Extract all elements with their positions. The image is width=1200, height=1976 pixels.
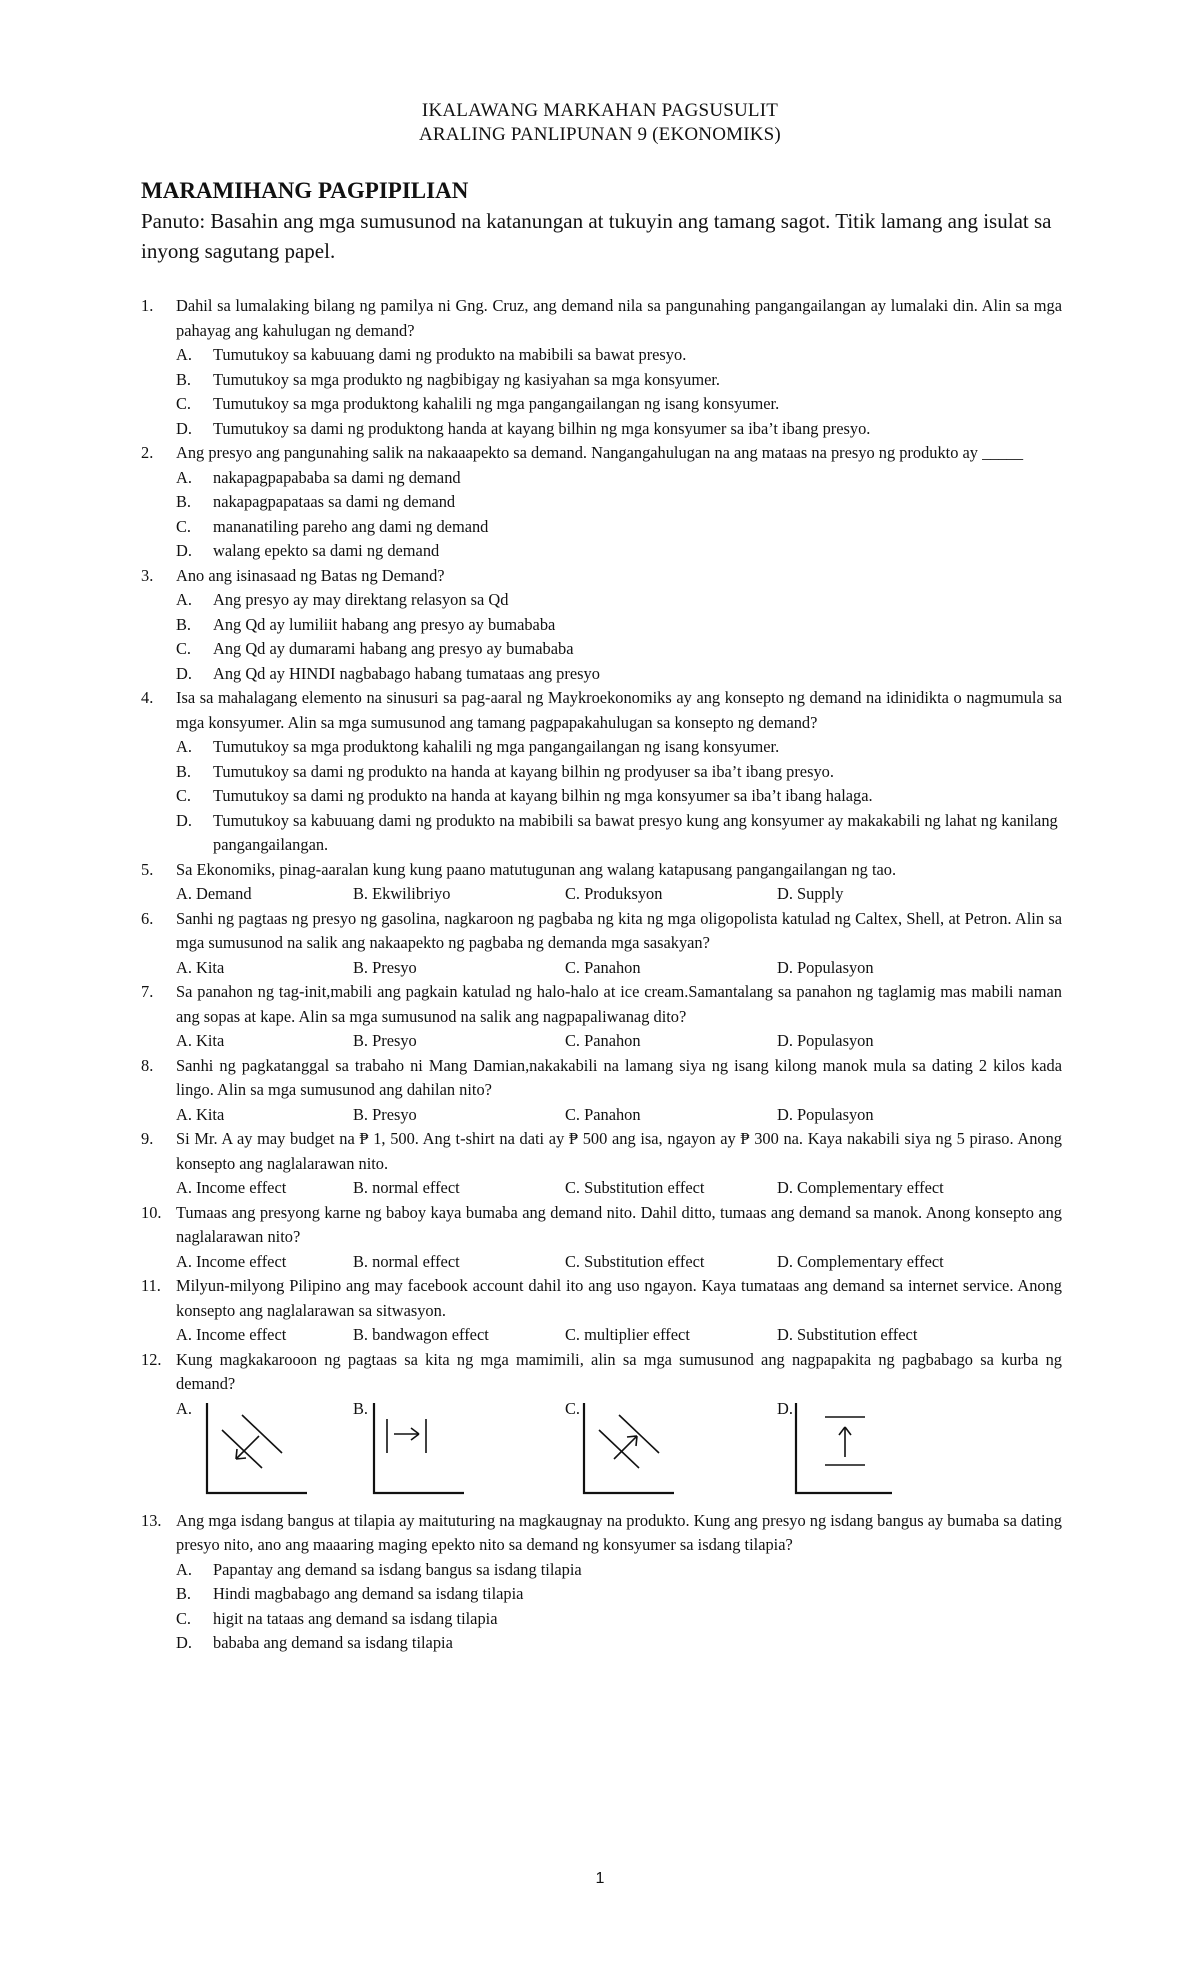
question-13: [141, 1509, 1062, 1656]
question-text: Kung magkakarooon ng pagtaas sa kita ng mga mamimili, alin sa mga sumusunod ang nagpapakita ng pagbabago sa kurba ng demand?: [176, 1349, 1062, 1393]
option-row: [176, 1029, 1062, 1054]
demand-curve-diagrams: [176, 1397, 1062, 1509]
question-number: 10.: [141, 1202, 162, 1222]
question-number: 3.: [141, 565, 154, 585]
question-number: 12.: [141, 1349, 162, 1369]
option-a: A. Income effect: [176, 1325, 287, 1344]
option-d: D. Supply: [777, 884, 844, 903]
question-text: Sa Ekonomiks, pinag-aaralan kung kung paano matutugunan ang walang katapusang pangangailangan ng tao.: [176, 859, 897, 879]
question-number: 13.: [141, 1510, 162, 1530]
question-1: [141, 294, 1062, 441]
option-d: D. Complementary effect: [777, 1251, 944, 1271]
option-c: C. Substitution effect: [565, 1178, 705, 1197]
option-text: Ang Qd ay dumarami habang ang presyo ay bumababa: [213, 639, 574, 658]
option-a: A. Kita: [176, 1031, 225, 1050]
option-c: [176, 1607, 1062, 1632]
option-text: Ang Qd ay HINDI nagbabago habang tumataas ang presyo: [213, 663, 600, 683]
option-b: [176, 613, 1062, 638]
option-letter: A.: [176, 345, 192, 364]
question-2: [141, 441, 1062, 564]
option-letter: C.: [565, 1398, 581, 1418]
option-text: Tumutukoy sa mga produkto ng nagbibigay ng kasiyahan sa mga konsyumer.: [213, 369, 720, 389]
question-text: Milyun-milyong Pilipino ang may facebook account dahil ito ang uso ngayon. Kaya tumataas ang demand sa internet service. Anong konsepto ang naglalarawan sa sitwasyon.: [176, 1276, 1062, 1320]
question-text: Isa sa mahalagang elemento na sinusuri sa pag-aaral ng Maykroekonomiks ay ang konsepto ng demand na idinidikta o nagmumula sa mga konsyumer. Alin sa mga sumusunod ang tamang pagpapakahulugan sa konsepto ng demand?: [176, 688, 1062, 732]
demand-shift-left-diagram: [204, 1401, 314, 1499]
option-d: [176, 539, 1062, 564]
question-text: Ang mga isdang bangus at tilapia ay maituturing na magkaugnay na produkto. Kung ang presyo ng isdang bangus ay bumaba sa dating presyo nito, ano ang maaaring maging epekto nito sa demand ng konsyumer sa isdang tilapia?: [176, 1510, 1062, 1554]
option-d: D. Substitution effect: [777, 1325, 918, 1344]
option-a: A. Income effect: [176, 1251, 287, 1271]
option-a: [176, 588, 1062, 613]
option-text: Tumutukoy sa mga produktong kahalili ng mga pangangailangan ng isang konsyumer.: [213, 394, 780, 413]
question-text: Si Mr. A ay may budget na ₱ 1, 500. Ang t-shirt na dati ay ₱ 500 ang isa, ngayon ay ₱ 300 na. Kaya nakabili siya ng 5 piraso. Anong konsepto ang naglalarawan nito.: [176, 1129, 1062, 1173]
option-letter: B.: [176, 492, 192, 511]
option-text: mananatiling pareho ang dami ng demand: [213, 516, 489, 536]
option-letter: C.: [176, 516, 192, 536]
question-text: Dahil sa lumalaking bilang ng pamilya ni Gng. Cruz, ang demand nila sa pangunahing pangangailangan ay lumalaki din. Alin sa mga pahayag ang kahulugan ng demand?: [176, 296, 1062, 340]
option-a: [176, 735, 1062, 760]
page-number: 1: [595, 1870, 605, 1887]
option-d: [176, 662, 1062, 687]
option-letter: C.: [176, 394, 192, 413]
exam-subtitle: ARALING PANLIPUNAN 9 (EKONOMIKS): [419, 124, 781, 145]
option-d: D. Populasyon: [777, 957, 874, 977]
option-letter: D.: [176, 663, 192, 683]
question-number: 7.: [141, 982, 154, 1001]
option-c: C. Panahon: [565, 1031, 641, 1050]
option-letter: B.: [353, 1398, 369, 1418]
question-number: 6.: [141, 908, 154, 928]
option-row: [176, 956, 1062, 981]
option-b: [176, 490, 1062, 515]
option-c: [176, 784, 1062, 809]
option-letter: C.: [176, 639, 192, 658]
option-a: A. Income effect: [176, 1178, 287, 1197]
instructions: Panuto: Basahin ang mga sumusunod na katanungan at tukuyin ang tamang sagot. Titik lamang ang isulat sa inyong sagutang papel.: [141, 209, 1052, 263]
option-text: bababa ang demand sa isdang tilapia: [213, 1633, 453, 1652]
option-a: A. Kita: [176, 957, 225, 977]
option-text: Tumutukoy sa dami ng produktong handa at kayang bilhin ng mga konsyumer sa iba’t ibang presyo.: [213, 418, 871, 438]
option-letter: A.: [176, 590, 192, 609]
option-text: higit na tataas ang demand sa isdang tilapia: [213, 1608, 498, 1628]
option-letter: A.: [176, 467, 192, 487]
option-c: [176, 637, 1062, 662]
option-b: B. Presyo: [353, 957, 417, 977]
option-letter: A.: [176, 737, 192, 756]
exam-title: IKALAWANG MARKAHAN PAGSUSULIT: [421, 100, 779, 121]
option-letter: D.: [176, 1633, 192, 1652]
option-c: C. Panahon: [565, 1104, 641, 1124]
option-b: B. Presyo: [353, 1031, 417, 1050]
question-text: Sanhi ng pagtaas ng presyo ng gasolina, nagkaroon ng pagbaba ng kita ng mga oligopolista katulad ng Caltex, Shell, at Petron. Alin sa mga sumusunod na salik ang nakaapekto ng pagbaba ng demanda mga sasakyan?: [176, 908, 1062, 952]
option-a: [176, 1558, 1062, 1583]
option-c: C. Produksyon: [565, 884, 663, 903]
option-text: Tumutukoy sa kabuuang dami ng produkto na mabibili sa bawat presyo.: [213, 345, 687, 364]
question-text: Sanhi ng pagkatanggal sa trabaho ni Mang Damian,nakakabili na lamang siya ng isang kilong manok mula sa dating 2 kilos kada lingo. Alin sa mga sumusunod ang dahilan nito?: [176, 1055, 1062, 1099]
option-b: [176, 368, 1062, 393]
question-number: 2.: [141, 443, 154, 462]
question-8: [141, 1054, 1062, 1128]
question-number: 11.: [141, 1276, 161, 1295]
option-text: nakapagpapababa sa dami ng demand: [213, 467, 461, 487]
option-text: Ang Qd ay lumiliit habang ang presyo ay bumababa: [213, 614, 556, 634]
question-number: 4.: [141, 688, 154, 707]
question-text: Sa panahon ng tag-init,mabili ang pagkain katulad ng halo-halo at ice cream.Samantalang sa panahon ng taglamig mas mabili naman ang sopas at kape. Alin sa mga sumusunod na salik ang nagpapaliwanag dito?: [176, 982, 1062, 1026]
option-row: [176, 1176, 1062, 1201]
question-12: [141, 1348, 1062, 1509]
question-text: Ang presyo ang pangunahing salik na nakaaapekto sa demand. Nangangahulugan na ang mataas na presyo ng produkto ay _____: [176, 443, 1024, 462]
option-d: [176, 417, 1062, 442]
option-text: Tumutukoy sa mga produktong kahalili ng mga pangangailangan ng isang konsyumer.: [213, 737, 780, 756]
question-3: [141, 564, 1062, 687]
option-a: [176, 343, 1062, 368]
option-letter: B.: [176, 614, 192, 634]
option-text: Tumutukoy sa dami ng produkto na handa at kayang bilhin ng mga konsyumer sa iba’t ibang halaga.: [213, 786, 873, 805]
option-text: Tumutukoy sa dami ng produkto na handa at kayang bilhin ng prodyuser sa iba’t ibang presyo.: [213, 761, 834, 781]
option-d: D. Complementary effect: [777, 1178, 944, 1197]
option-letter: D.: [777, 1398, 793, 1418]
demand-curve-rightward-diagram: [581, 1401, 691, 1499]
question-7: [141, 980, 1062, 1054]
option-a: [176, 466, 1062, 491]
question-10: [141, 1201, 1062, 1275]
option-text: Hindi magbabago ang demand sa isdang tilapia: [213, 1584, 524, 1603]
section-heading: MARAMIHANG PAGPIPILIAN: [141, 178, 469, 203]
option-letter: D.: [176, 810, 192, 830]
option-b: [176, 1582, 1062, 1607]
option-b: B. bandwagon effect: [353, 1325, 489, 1344]
option-d: [176, 809, 1062, 858]
option-d: D. Populasyon: [777, 1104, 874, 1124]
option-row: [176, 1103, 1062, 1128]
question-11: [141, 1274, 1062, 1348]
option-letter: A.: [176, 1398, 192, 1418]
option-d: D. Populasyon: [777, 1031, 874, 1050]
option-text: walang epekto sa dami ng demand: [213, 541, 440, 560]
question-5: [141, 858, 1062, 907]
question-6: [141, 907, 1062, 981]
option-text: Ang presyo ay may direktang relasyon sa Qd: [213, 590, 509, 609]
option-b: [176, 760, 1062, 785]
option-letter: B.: [176, 1584, 192, 1603]
question-text: Ano ang isinasaad ng Batas ng Demand?: [176, 565, 445, 585]
question-4: [141, 686, 1062, 858]
option-c: [176, 515, 1062, 540]
option-b: B. Ekwilibriyo: [353, 884, 451, 903]
option-letter: B.: [176, 369, 192, 389]
option-text: Tumutukoy sa kabuuang dami ng produkto na mabibili sa bawat presyo kung ang konsyumer ay makakabili ng lahat ng kanilang pangangailangan.: [213, 810, 1058, 854]
option-c: [176, 392, 1062, 417]
option-c: C. Panahon: [565, 957, 641, 977]
option-b: B. Presyo: [353, 1104, 417, 1124]
option-text: nakapagpapataas sa dami ng demand: [213, 492, 456, 511]
question-text: Tumaas ang presyong karne ng baboy kaya bumaba ang demand nito. Dahil ditto, tumaas ang demand sa manok. Anong konsepto ang naglalarawan nito?: [176, 1202, 1062, 1246]
question-number: 1.: [141, 296, 154, 315]
option-row: [176, 882, 1062, 907]
option-a: A. Kita: [176, 1104, 225, 1124]
option-row: [176, 1250, 1062, 1275]
demand-shift-up-diagram: [793, 1401, 903, 1499]
option-letter: A.: [176, 1559, 192, 1579]
question-list: [141, 294, 1062, 1656]
demand-shift-right-diagram: [371, 1401, 481, 1499]
option-text: Papantay ang demand sa isdang bangus sa isdang tilapia: [213, 1559, 582, 1579]
option-letter: C.: [176, 1608, 192, 1628]
option-a: A. Demand: [176, 884, 252, 903]
option-c: C. Substitution effect: [565, 1251, 705, 1271]
option-letter: D.: [176, 541, 192, 560]
option-letter: B.: [176, 761, 192, 781]
option-row: [176, 1323, 1062, 1348]
option-d: [176, 1631, 1062, 1656]
question-number: 8.: [141, 1055, 154, 1075]
question-number: 9.: [141, 1129, 154, 1148]
option-letter: C.: [176, 786, 192, 805]
option-b: B. normal effect: [353, 1251, 460, 1271]
option-letter: D.: [176, 418, 192, 438]
question-number: 5.: [141, 859, 154, 879]
question-9: [141, 1127, 1062, 1201]
option-b: B. normal effect: [353, 1178, 460, 1197]
option-c: C. multiplier effect: [565, 1325, 690, 1344]
